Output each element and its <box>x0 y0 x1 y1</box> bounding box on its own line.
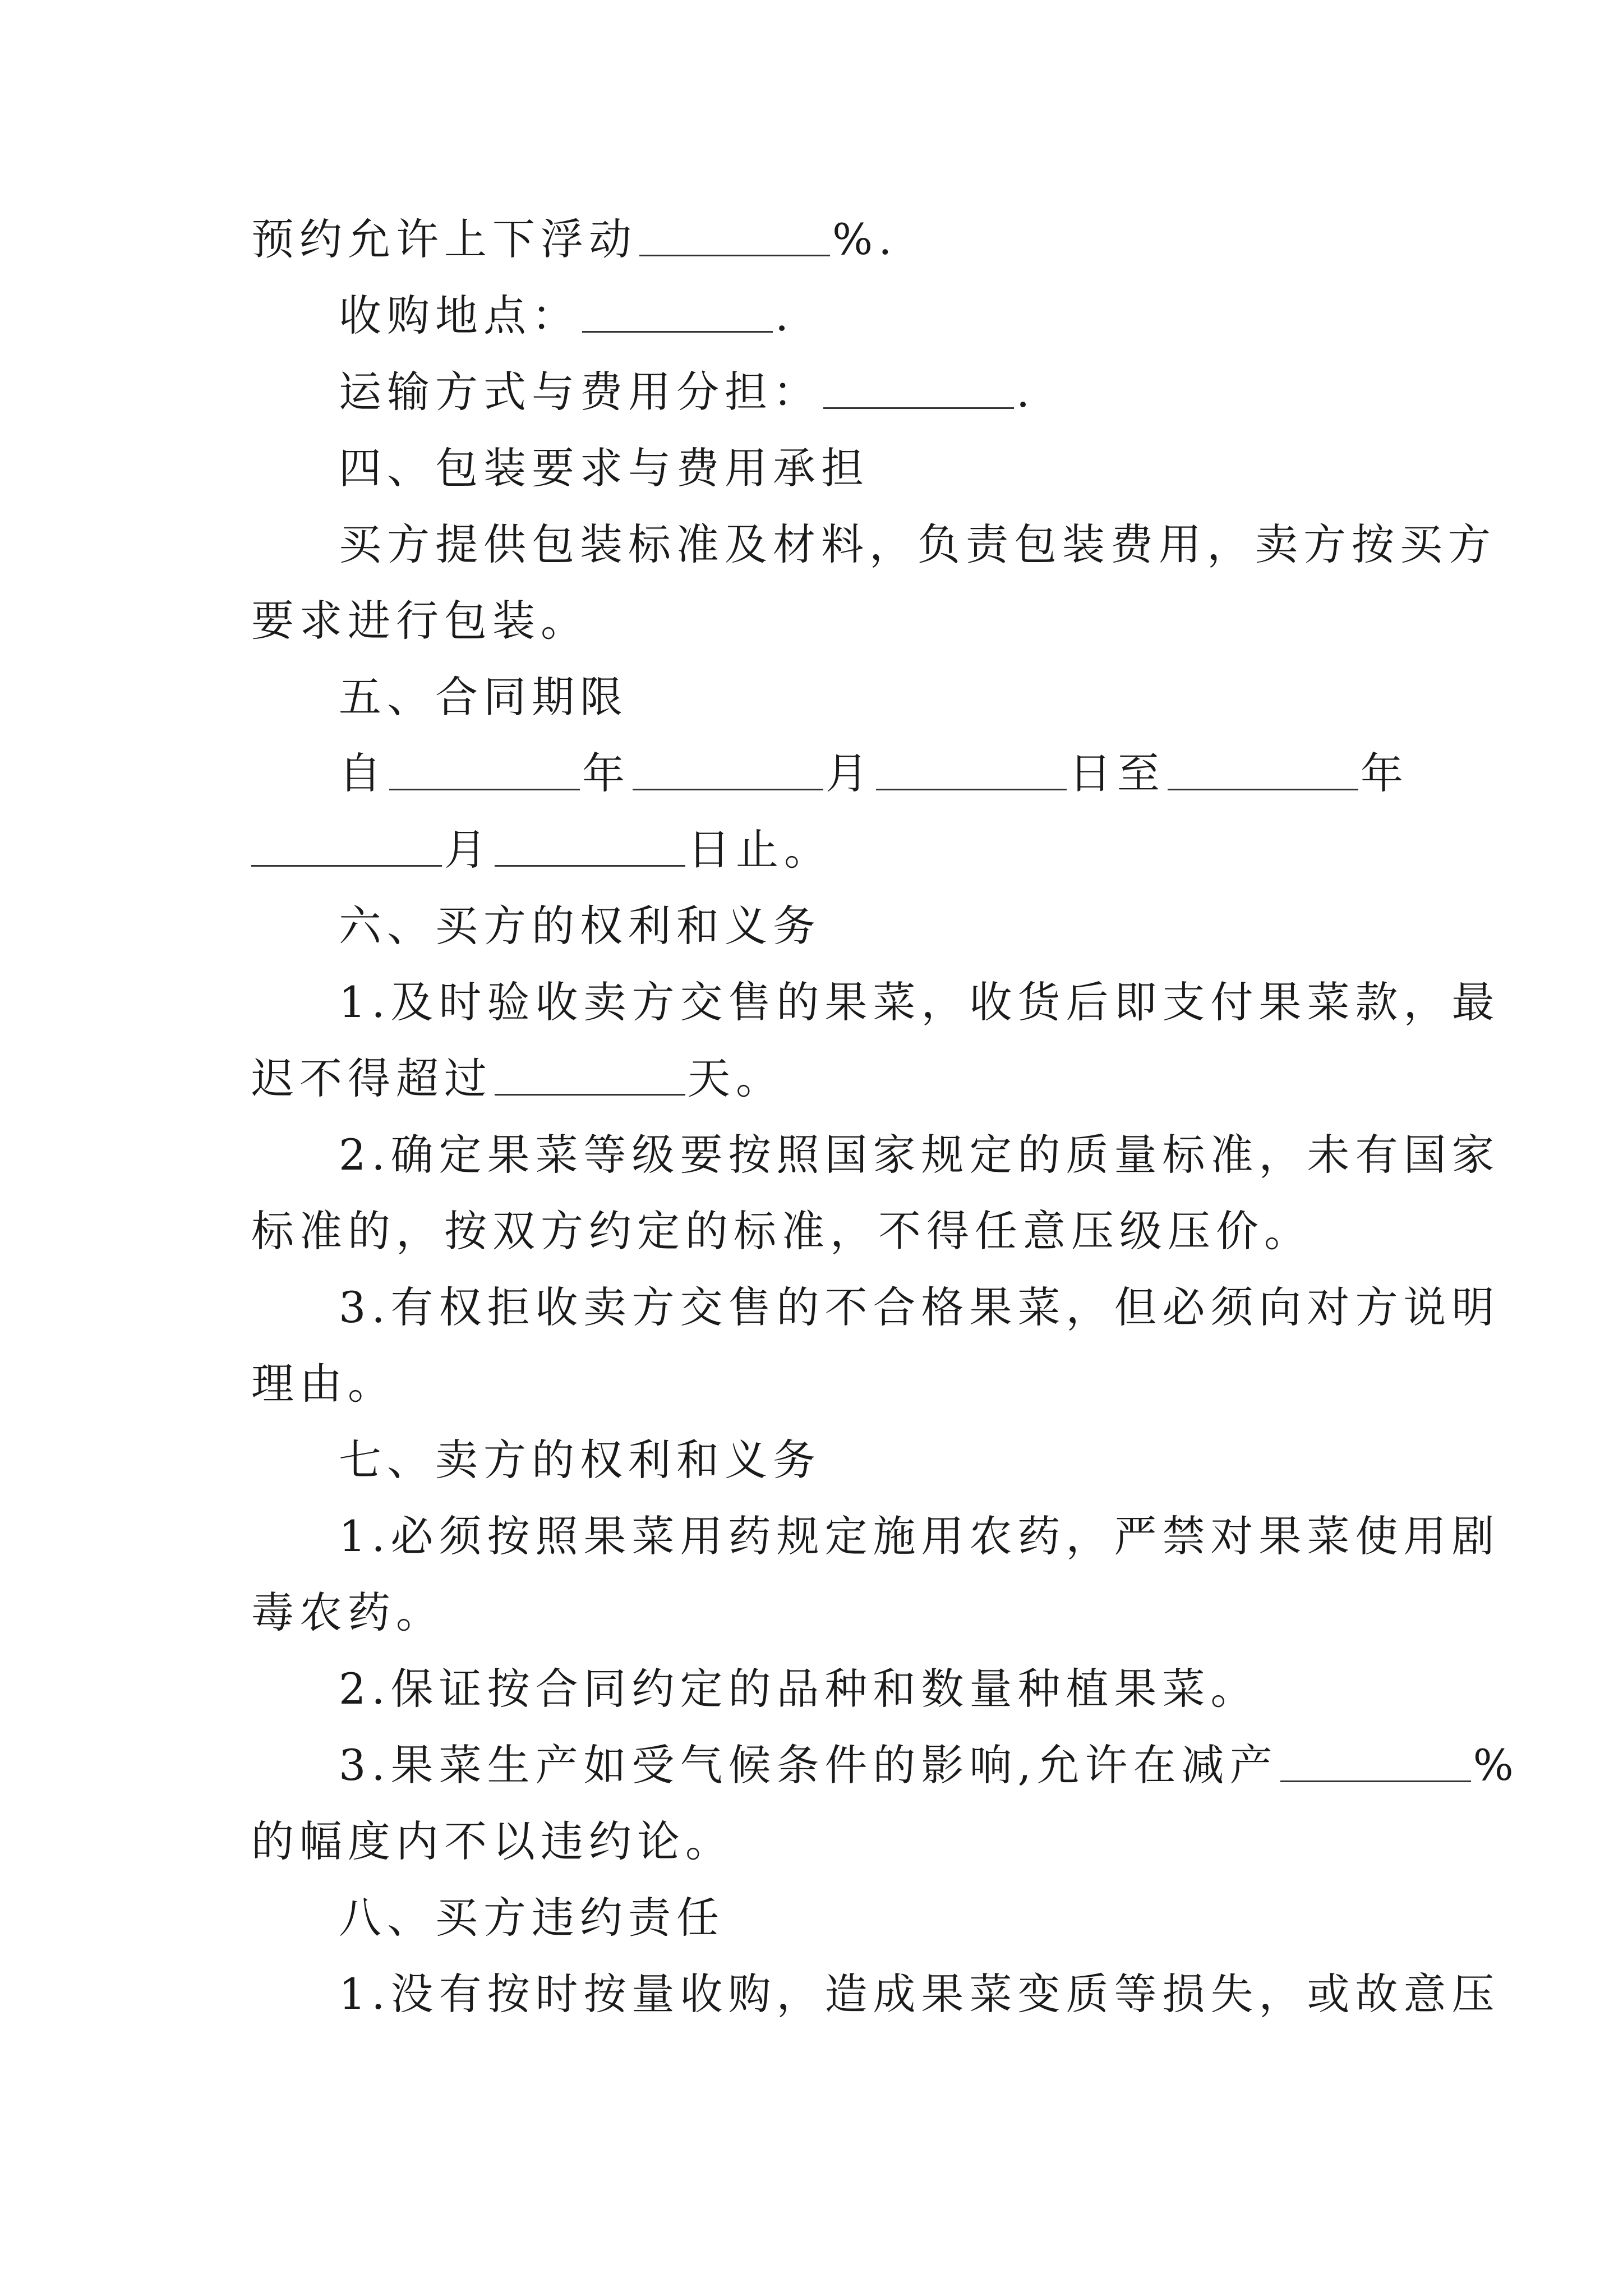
text: 预约允许上下浮动 <box>251 214 637 264</box>
text: . <box>775 291 795 341</box>
text: 收购地点： <box>339 291 580 341</box>
section-8-heading: 八、买方违约责任 <box>339 1893 725 1943</box>
section-5-heading: 五、合同期限 <box>339 672 628 722</box>
text: % <box>1473 1740 1519 1790</box>
paragraph-line: 要求进行包装。 <box>251 596 589 646</box>
text: 自 <box>339 748 387 798</box>
text: 年 <box>582 748 630 798</box>
paragraph-line: 理由。 <box>251 1359 396 1409</box>
text: %. <box>832 214 898 264</box>
text: . <box>1016 367 1036 417</box>
blank-field <box>1168 749 1358 790</box>
section-7-heading: 七、卖方的权利和义务 <box>339 1435 821 1485</box>
paragraph-line: 标准的，按双方约定的标准，不得任意压级压价。 <box>251 1206 1312 1256</box>
blank-field <box>876 749 1067 790</box>
blank-field <box>389 749 580 790</box>
text: 月 <box>444 825 492 875</box>
blank-field <box>823 368 1014 409</box>
blank-field <box>639 215 830 256</box>
text: 日止。 <box>688 825 832 875</box>
section-6-heading: 六、买方的权利和义务 <box>339 901 821 951</box>
text: 3.果菜生产如受气候条件的影响,允许在减产 <box>339 1740 1278 1790</box>
blank-field <box>495 826 685 867</box>
yield-reduction-line <box>339 1734 1519 1796</box>
paragraph-line: 毒农药。 <box>251 1588 444 1637</box>
contract-period-line-2 <box>251 819 832 881</box>
paragraph-line: 1.及时验收卖方交售的果菜，收货后即支付果菜款，最 <box>339 977 1500 1027</box>
text: 迟不得超过 <box>251 1053 492 1103</box>
paragraph-line: 3.有权拒收卖方交售的不合格果菜，但必须向对方说明 <box>339 1282 1500 1332</box>
paragraph-line: 1.没有按时按量收购，造成果菜变质等损失，或故意压 <box>339 1969 1500 2019</box>
transport-cost-line <box>339 361 1035 423</box>
text: 运输方式与费用分担： <box>339 367 821 417</box>
purchase-location-line <box>339 285 794 347</box>
blank-field <box>1280 1741 1471 1782</box>
paragraph-line: 2.保证按合同约定的品种和数量种植果菜。 <box>339 1664 1259 1714</box>
paragraph-line: 2.确定果菜等级要按照国家规定的质量标准，未有国家 <box>339 1130 1500 1180</box>
text: 月 <box>826 748 874 798</box>
blank-field <box>582 292 773 333</box>
text: 年 <box>1361 748 1409 798</box>
blank-field <box>495 1055 685 1096</box>
payment-deadline-line <box>251 1048 784 1110</box>
text: 天。 <box>688 1053 784 1103</box>
section-4-heading: 四、包装要求与费用承担 <box>339 443 869 493</box>
paragraph-line: 的幅度内不以违约论。 <box>251 1816 734 1866</box>
text: 日至 <box>1069 748 1165 798</box>
contract-period-line <box>339 743 1409 804</box>
blank-field <box>251 826 442 867</box>
paragraph-line: 1.必须按照果菜用药规定施用农药，严禁对果菜使用剧 <box>339 1511 1500 1561</box>
float-allowance-line <box>251 209 897 270</box>
blank-field <box>633 749 823 790</box>
paragraph-line: 买方提供包装标准及材料，负责包装费用，卖方按买方 <box>339 519 1496 569</box>
